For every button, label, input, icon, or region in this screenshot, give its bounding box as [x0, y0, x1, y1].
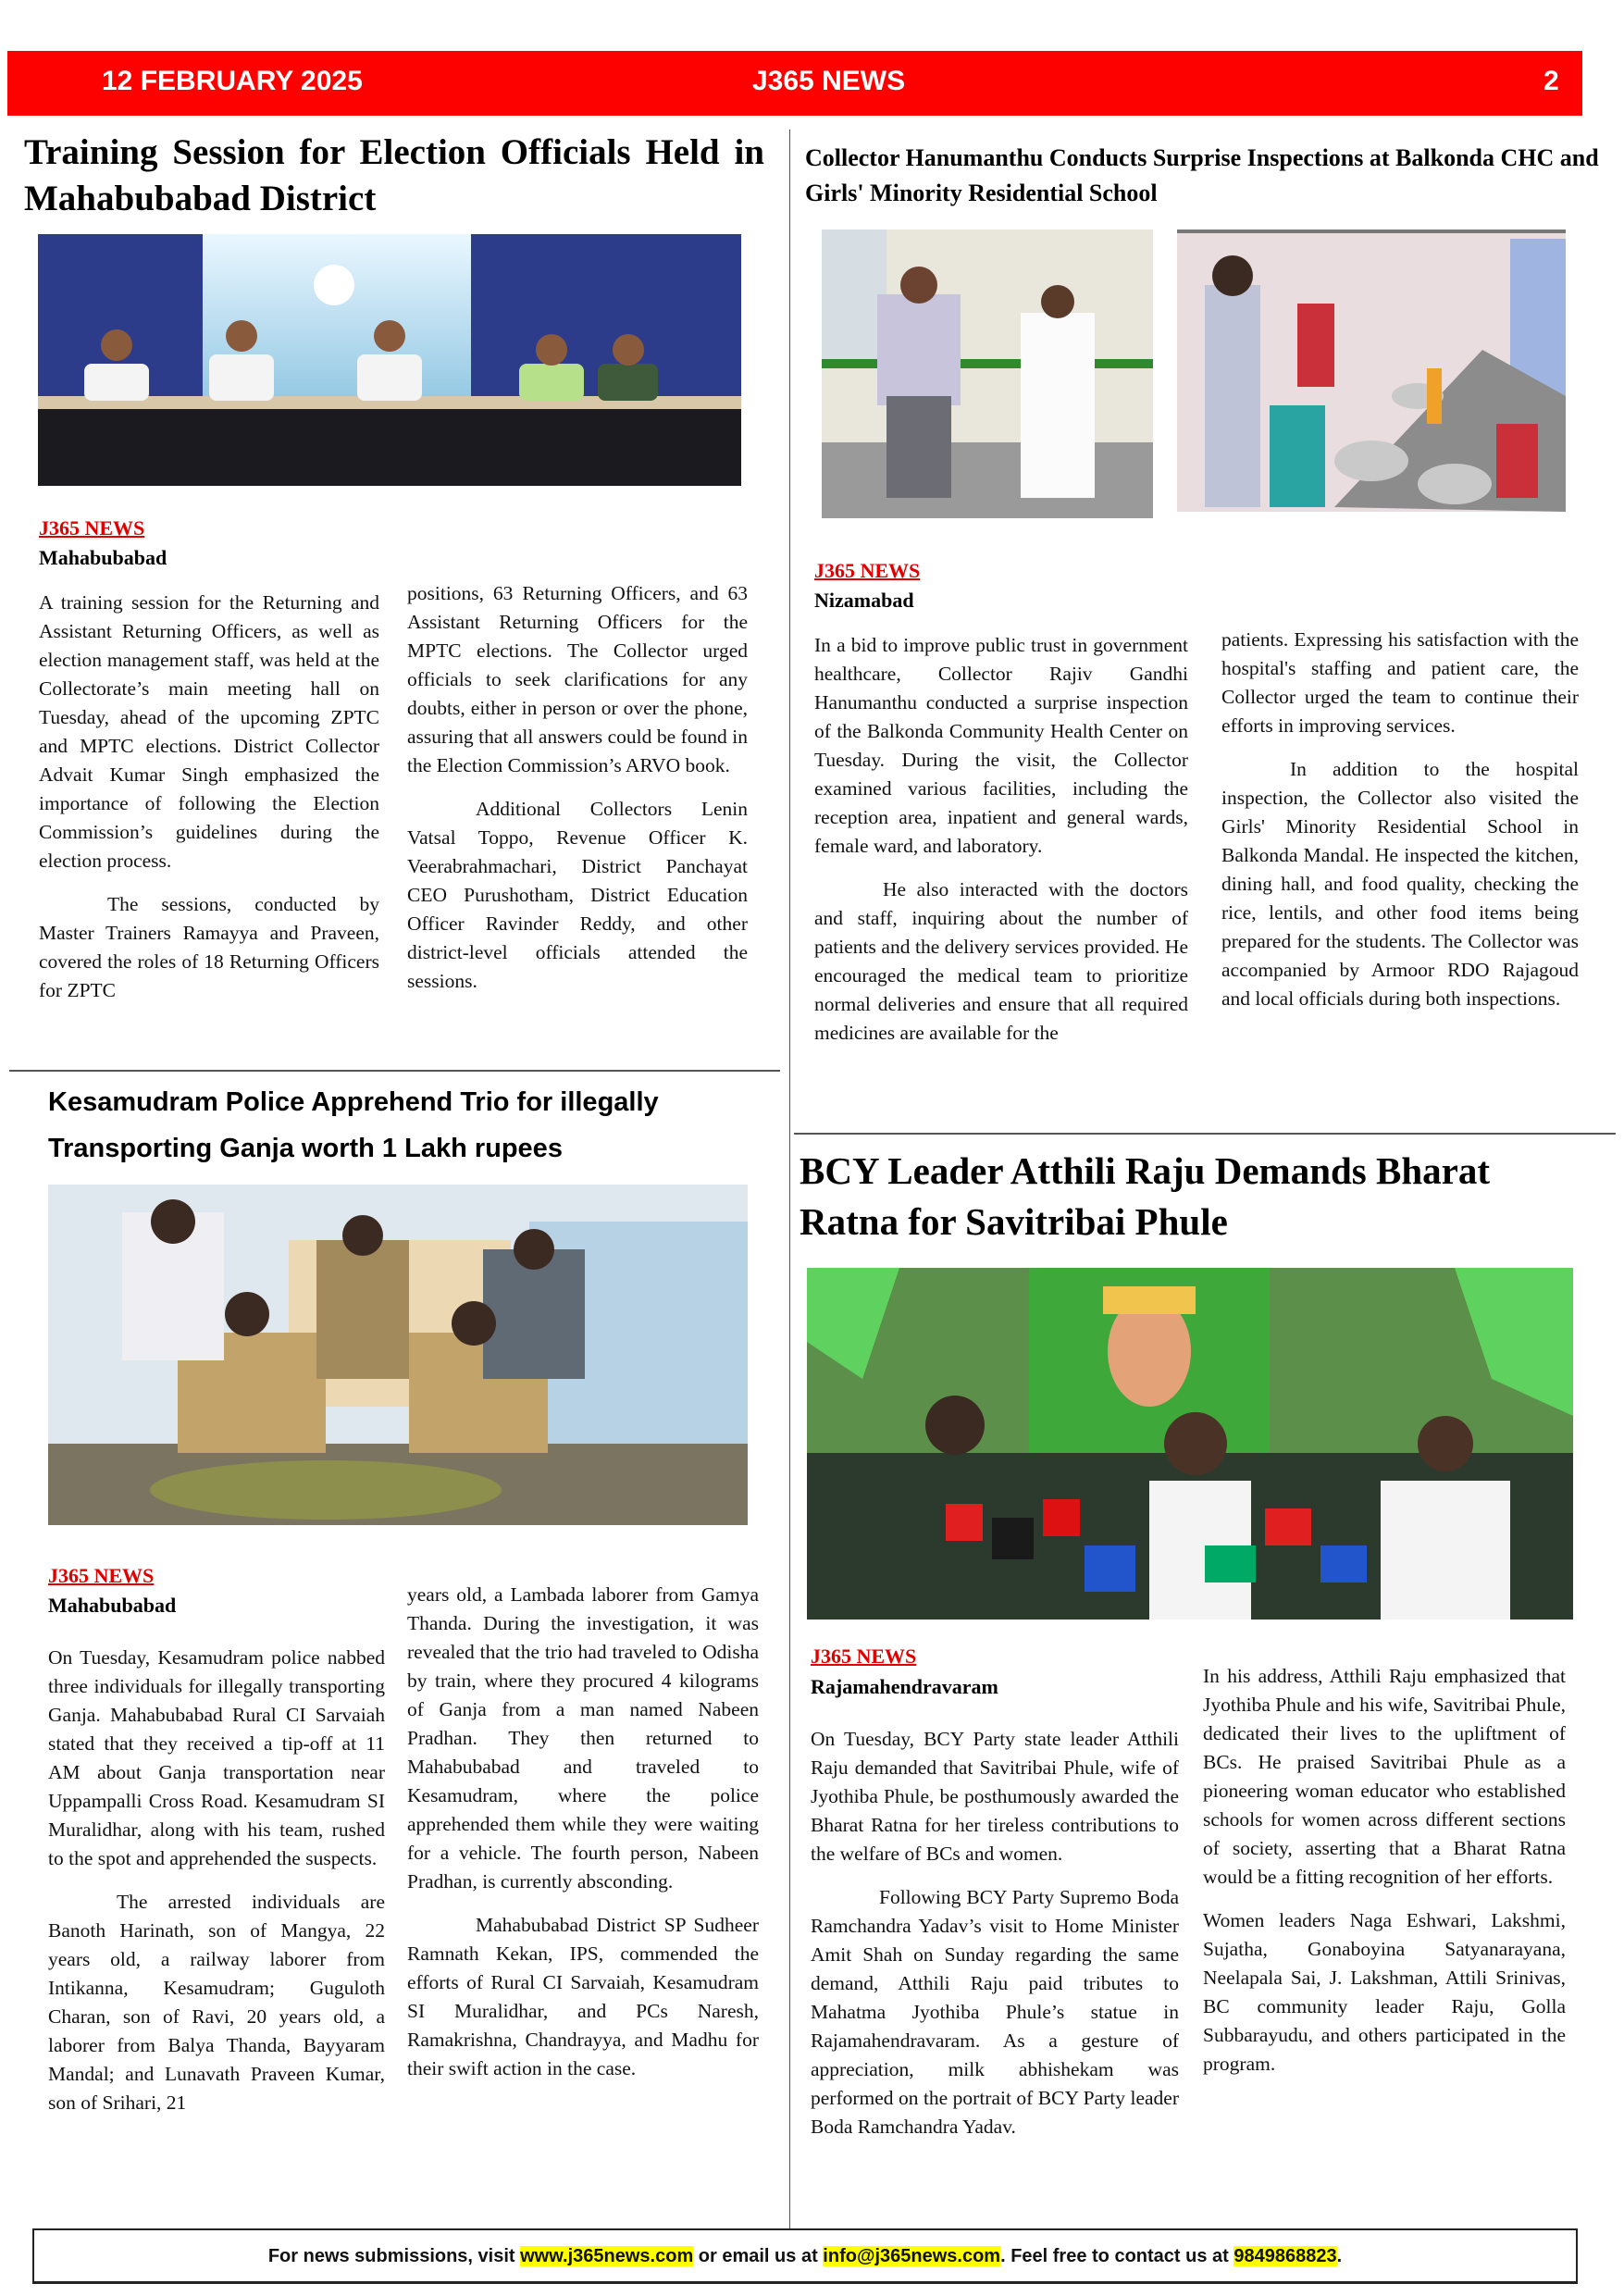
- article-dateline: Mahabubabad: [48, 1594, 177, 1617]
- article-column-2: [407, 1581, 759, 2098]
- footer-email-link[interactable]: info@j365news.com: [823, 2246, 1001, 2266]
- article-photo-school-dining: [1177, 230, 1566, 512]
- paragraph: patients. Expressing his satisfaction with the hospital's staffing and patient care, the Collector urged the team to continue their efforts in improving services.: [1221, 628, 1579, 737]
- paragraph: positions, 63 Returning Officers, and 63 Assistant Returning Officers for the MPTC elections. The Collector urged officials to seek clarifications for any doubts, either in person or over the phone, assuring that all answers could be found in the Election Commission’s ARVO book.: [407, 582, 748, 776]
- article-photo-training: [38, 234, 741, 486]
- section-divider-right: [794, 1133, 1616, 1135]
- paragraph: In addition to the hospital inspection, the Collector also visited the Girls' Minority Residential School in Balkonda Mandal. He inspected the kitchen, dining hall, and food quality, checking the rice, lentils, and other food items being prepared for the students. The Collector was accompanied by Armoor RDO Rajagoud and local officials during both inspections.: [1221, 758, 1579, 1010]
- article-headline[interactable]: Kesamudram Police Apprehend Trio for illegally Transporting Ganja worth 1 Lakh rupees: [48, 1087, 659, 1163]
- paragraph: On Tuesday, Kesamudram police nabbed three individuals for illegally transporting Ganja. Mahabubabad Rural CI Sarvaiah stated that they received a tip-off at 11 AM about Ganja transportation near Uppampalli Cross Road. Kesamudram SI Muralidhar, along with his team, rushed to the spot and apprehended the suspects.: [48, 1646, 385, 1869]
- footer-website-link[interactable]: www.j365news.com: [520, 2246, 694, 2266]
- footer-text: or email us at: [693, 2246, 824, 2266]
- article-kicker: J365 NEWS: [814, 559, 921, 582]
- article-photo-hospital: [822, 230, 1153, 518]
- paragraph: He also interacted with the doctors and staff, inquiring about the number of patients and the delivery services provided. He encouraged the medical team to prioritize normal deliveries and ensure that all required medicines are available for the: [814, 878, 1188, 1044]
- article-headline[interactable]: Collector Hanumanthu Conducts Surprise Inspections at Balkonda CHC and Girls' Minority Residential School: [805, 144, 1599, 206]
- article-photo-bcy-rally: [807, 1268, 1573, 1620]
- paragraph: The sessions, conducted by Master Trainers Ramayya and Praveen, covered the roles of 18 Returning Officers for ZPTC: [39, 893, 379, 1001]
- article-dateline: Rajamahendravaram: [811, 1675, 998, 1698]
- article-column-1: [39, 589, 379, 1020]
- paragraph: Women leaders Naga Eshwari, Lakshmi, Sujatha, Gonaboyina Satyanarayana, Neelapala Sai, J. Lakshman, Attili Srinivas, BC community leader Raju, Golla Subbarayudu, and others participated in the program.: [1203, 1909, 1566, 2075]
- article-column-1: [48, 1644, 385, 2132]
- article-headline[interactable]: BCY Leader Atthili Raju Demands Bharat Ratna for Savitribai Phule: [800, 1149, 1491, 1243]
- section-divider-left: [9, 1070, 780, 1072]
- paragraph: Mahabubabad District SP Sudheer Ramnath Kekan, IPS, commended the efforts of Rural CI Sarvaiah, Kesamudram SI Muralidhar, and PCs Naresh, Ramakrishna, Chandrayya, and Madhu for their swift action in the case.: [407, 1914, 759, 2079]
- article-column-2: [1221, 626, 1579, 1028]
- paragraph: On Tuesday, BCY Party state leader Atthili Raju demanded that Savitribai Phule, wife of Jyothiba Phule, be posthumously awarded the Bharat Ratna for her tireless contributions to the welfare of BCs and women.: [811, 1728, 1179, 1865]
- issue-date: 12 FEBRUARY 2025: [102, 66, 363, 96]
- submission-footer: [32, 2228, 1578, 2284]
- article-photo-police: [48, 1185, 748, 1525]
- article-kicker: J365 NEWS: [39, 516, 145, 540]
- paragraph: Following BCY Party Supremo Boda Ramchandra Yadav’s visit to Home Minister Amit Shah on Sunday regarding the same demand, Atthili Raju paid tributes to Mahatma Jyothiba Phule’s statue in Rajamahendravaram. As a gesture of appreciation, milk abhishekam was performed on the portrait of BCY Party leader Boda Ramchandra Yadav.: [811, 1886, 1179, 2138]
- paragraph: In a bid to improve public trust in government healthcare, Collector Rajiv Gandhi Hanumanthu conducted a surprise inspection of the Balkonda Community Health Center on Tuesday. During the visit, the Collector examined various facilities, including the reception area, inpatient and general wards, female ward, and laboratory.: [814, 634, 1188, 857]
- article-dateline: Nizamabad: [814, 589, 914, 612]
- publication-name: J365 NEWS: [752, 66, 906, 96]
- article-column-2: [1203, 1662, 1566, 2093]
- paragraph: years old, a Lambada laborer from Gamya Thanda. During the investigation, it was revealed that the trio had traveled to Odisha by train, where they procured 4 kilograms of Ganja from a man named Nabeen Pradhan. They then returned to Mahabubabad and traveled to Kesamudram, where the police apprehended them while they were waiting for a vehicle. The fourth person, Nabeen Pradhan, is currently absconding.: [407, 1583, 759, 1893]
- column-divider-top: [789, 130, 790, 2228]
- article-column-1: [811, 1725, 1179, 2156]
- footer-text: .: [1336, 2246, 1343, 2266]
- paragraph: A training session for the Returning and Assistant Returning Officers, as well as election management staff, was held at the Collectorate’s main meeting hall on Tuesday, ahead of the upcoming ZPTC and MPTC elections. District Collector Advait Kumar Singh emphasized the importance of following the Election Commission’s guidelines during the election process.: [39, 591, 379, 872]
- footer-text: For news submissions, visit: [267, 2246, 521, 2266]
- footer-phone-number[interactable]: 9849868823: [1233, 2246, 1337, 2266]
- masthead-band: [7, 51, 1582, 116]
- article-column-2: [407, 579, 748, 1011]
- article-kicker: J365 NEWS: [48, 1564, 155, 1587]
- article-column-1: [814, 631, 1188, 1062]
- article-headline[interactable]: Training Session for Election Officials Held in Mahabubabad District: [24, 132, 764, 218]
- paragraph: The arrested individuals are Banoth Harinath, son of Mangya, 22 years old, a railway laborer from Intikanna, Kesamudram; Guguloth Charan, son of Ravi, 20 years old, a laborer from Balya Thanda, Bayyaram Mandal; and Lunavath Praveen Kumar, son of Srihari, 21: [48, 1891, 385, 2114]
- article-kicker: J365 NEWS: [811, 1644, 917, 1668]
- article-dateline: Mahabubabad: [39, 546, 167, 569]
- paragraph: In his address, Atthili Raju emphasized that Jyothiba Phule and his wife, Savitribai Phule, dedicated their lives to the upliftment of BCs. He praised Savitribai Phule as a pioneering woman educator who established schools for women across different sections of society, asserting that a Bharat Ratna would be a fitting recognition of her efforts.: [1203, 1665, 1566, 1888]
- paragraph: Additional Collectors Lenin Vatsal Toppo, Revenue Officer K. Veerabrahmachari, District Panchayat CEO Purushotham, District Education Officer Ravinder Reddy, and other district-level officials attended the sessions.: [407, 798, 748, 992]
- footer-text: . Feel free to contact us at: [1000, 2246, 1234, 2266]
- page-number: 2: [1543, 66, 1559, 96]
